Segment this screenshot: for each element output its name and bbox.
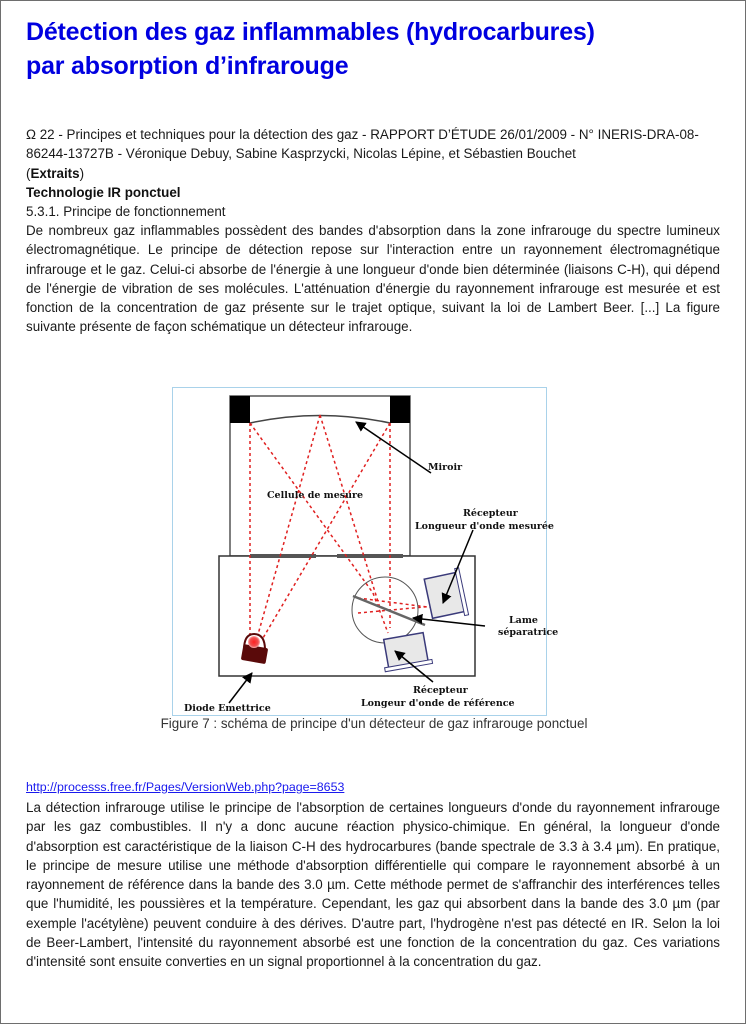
extracts-note bbox=[26, 164, 720, 183]
label-beam-splitter-2: séparatrice bbox=[498, 627, 559, 638]
label-beam-splitter-1: Lame bbox=[509, 615, 538, 626]
title-line-1: Détection des gaz inflammables (hydrocarbures) bbox=[26, 18, 595, 46]
figure-caption: Figure 7 : schéma de principe d'un détecteur de gaz infrarouge ponctuel bbox=[160, 716, 588, 731]
label-measuring-cell: Cellule de mesure bbox=[267, 490, 364, 501]
subsection-title: 5.3.1. Principe de fonctionnement bbox=[26, 204, 226, 220]
extracts-open: ( bbox=[26, 165, 31, 181]
window-left bbox=[250, 554, 316, 558]
paragraph-1: De nombreux gaz inflammables possèdent des bandes d'absorption dans la zone infrarouge du spectre lumineux électromagnétique. Le principe de détection repose sur l'interaction entre un rayonnement électromagnétique infrarouge et le gaz. Celui-ci absorbe de l'énergie à une longueur d'onde bien déterminée (liaisons C-H), qui dépend de l'énergie de vibration de ses molécules. L'atténuation d'énergie du rayonnement infrarouge est mesurée et est fonction de la concentration de gaz présente sur le trajet optique, suivant la loi de Lambert Beer. [...] La figure suivante présente de façon schématique un détecteur infrarouge. bbox=[26, 223, 720, 335]
paragraph-2: La détection infrarouge utilise le principe de l'absorption de certaines longueurs d'onde du rayonnement infrarouge par les gaz combustibles. Il n'y a donc aucune réaction physico-chimique. En général, la longueur d'onde d'absorption est caractéristique de la liaison C-H des hydrocarbures (bande spectrale de 3.3 à 3.4 µm). En pratique, le principe de mesure utilise une méthode d'absorption différentielle qui compare le rayonnement absorbé à un rayonnement de référence dans la bande des 3.0 µm. Cette méthode permet de s'affranchir des interférences telles que l'humidité, les poussières et la température. Cependant, les gaz qui absorbent dans la bande des 3.0 µm (par exemple l'acétylène) peuvent conduire à des dérives. D'autre part, l'hydrogène n'est pas détecté en IR. Selon la loi de Beer-Lambert, l'intensité du rayonnement absorbé est une fonction de la concentration du gaz. Ces variations d'intensité sont ensuite converties en un signal proportionnel à la concentration du gaz. bbox=[26, 800, 720, 970]
source-block bbox=[26, 125, 720, 221]
title-line-2: par absorption d’infrarouge bbox=[26, 52, 349, 80]
label-receiver-measured-1: Récepteur bbox=[463, 508, 518, 519]
detector-schematic bbox=[173, 388, 559, 715]
source-reference: Ω 22 - Principes et techniques pour la détection des gaz - RAPPORT D’ÉTUDE 26/01/2009 - N° INERIS-DRA-08-86244-13727B - Véronique Debuy, Sabine Kasprzycki, Nicolas Lépine, et Sébastien Bouchet bbox=[26, 127, 699, 162]
measuring-cell bbox=[230, 396, 410, 556]
figure-ir-detector bbox=[172, 387, 559, 716]
label-receiver-reference-2: Longeur d'onde de référence bbox=[361, 698, 515, 709]
label-mirror: Miroir bbox=[428, 462, 463, 473]
section-title: Technologie IR ponctuel bbox=[26, 184, 181, 200]
extracts-close: ) bbox=[79, 165, 85, 181]
source-link[interactable]: http://processs.free.fr/Pages/VersionWeb.php?page=8653 bbox=[26, 780, 345, 794]
page-title bbox=[26, 15, 726, 83]
cell-block-right bbox=[390, 396, 410, 423]
label-emitter-diode: Diode Emettrice bbox=[184, 703, 271, 714]
extracts-label: Extraits bbox=[30, 165, 80, 181]
label-receiver-reference-1: Récepteur bbox=[413, 685, 468, 696]
cell-block-left bbox=[230, 396, 250, 423]
label-receiver-measured-2: Longueur d'onde mesurée bbox=[415, 521, 554, 532]
